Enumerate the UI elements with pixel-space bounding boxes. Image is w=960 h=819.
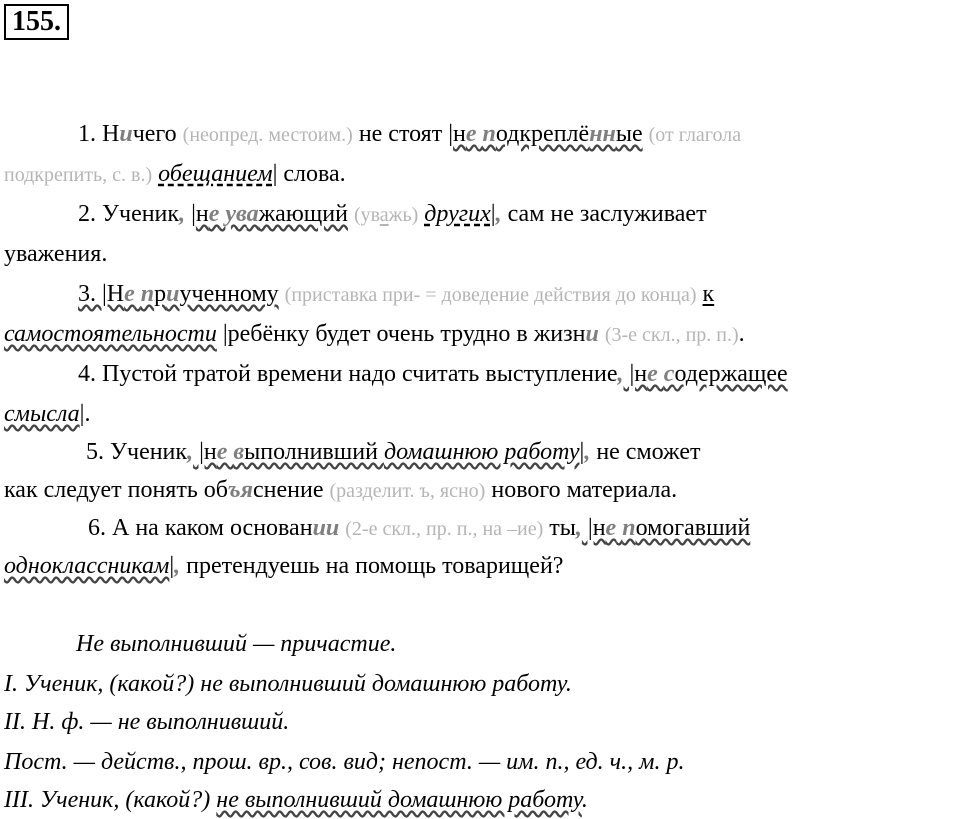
orthogram-letter: е bbox=[647, 361, 658, 387]
orthogram-letter: п bbox=[622, 515, 636, 541]
orthogram-letter: е bbox=[465, 121, 477, 147]
text: одержащее bbox=[674, 361, 788, 387]
comma: , bbox=[584, 439, 591, 465]
orthogram-letter: в bbox=[233, 439, 245, 465]
text: одкреплё bbox=[495, 121, 590, 147]
text: жающий bbox=[258, 201, 348, 227]
object-word: других bbox=[424, 201, 491, 227]
s2-line1 bbox=[78, 200, 707, 229]
text: 2. Ученик bbox=[78, 201, 180, 227]
text: | bbox=[169, 553, 175, 579]
participle-wavy bbox=[453, 121, 643, 147]
s3-line2 bbox=[4, 320, 745, 349]
participle-wavy bbox=[78, 281, 279, 307]
text: 1. Н bbox=[78, 121, 120, 147]
orthogram-letter: ув bbox=[225, 201, 247, 227]
comma: , bbox=[179, 201, 186, 227]
text: уважения. bbox=[4, 241, 108, 267]
text: III. Ученик, (какой?) bbox=[4, 787, 217, 813]
grammar-note: (от глагола bbox=[648, 124, 742, 146]
analysis-line-4 bbox=[4, 786, 588, 814]
s5-line1 bbox=[86, 438, 700, 466]
text: омогавший bbox=[635, 515, 751, 541]
orthogram-letter: нн bbox=[589, 121, 616, 147]
orthogram-letter: е bbox=[208, 201, 220, 227]
text: чего bbox=[132, 121, 183, 147]
comma: , bbox=[575, 515, 582, 541]
text: . bbox=[738, 321, 745, 347]
grammar-note: (приставка при- = доведение действия до конца) bbox=[284, 284, 697, 306]
text: ты bbox=[543, 515, 576, 541]
comma: , bbox=[617, 361, 624, 387]
participle-wavy bbox=[623, 361, 787, 387]
text: | слова. bbox=[272, 161, 346, 187]
orthogram-letter: ъя bbox=[227, 477, 253, 503]
object-word: обещанием bbox=[158, 161, 273, 187]
text: 4. Пустой тратой времени надо считать выступление bbox=[78, 361, 618, 387]
text: снение bbox=[253, 477, 330, 503]
orthogram-letter: и bbox=[166, 281, 180, 307]
text: нового материала. bbox=[485, 477, 678, 503]
orthogram-letter: п bbox=[482, 121, 496, 147]
grammar-note bbox=[354, 204, 418, 226]
s6-line1 bbox=[88, 514, 750, 543]
participle-wavy bbox=[582, 515, 750, 541]
text: претендуешь на помощь товарищей? bbox=[180, 553, 564, 579]
text: н bbox=[453, 121, 466, 147]
comma: , bbox=[187, 439, 194, 465]
grammar-note: подкрепить, с. в.) bbox=[4, 164, 153, 186]
orthogram-letter: е bbox=[124, 281, 135, 307]
grammar-note: (3-е скл., пр. п.) bbox=[604, 324, 739, 346]
text: (ув bbox=[353, 204, 380, 226]
text: ученному bbox=[179, 281, 279, 307]
orthogram-letter: ии bbox=[312, 515, 340, 541]
orthogram-letter: с bbox=[663, 361, 675, 387]
analysis-line-1: I. Ученик, (какой?) не выполнивший домашнюю работу. bbox=[4, 671, 572, 697]
orthogram-letter: и bbox=[119, 121, 133, 147]
grammar-note: (разделит. ъ, ясно) bbox=[329, 480, 486, 502]
participle-wavy: не выполнивший домашнюю работу bbox=[216, 787, 582, 813]
text: | bbox=[579, 439, 585, 465]
exercise-number: 155. bbox=[4, 4, 69, 40]
text: ые bbox=[615, 121, 643, 147]
text: ыполнивший bbox=[244, 439, 384, 465]
s4-line2 bbox=[4, 400, 90, 428]
orthogram-letter: п bbox=[140, 281, 155, 307]
text: не стоят | bbox=[352, 121, 454, 147]
s2-line2 bbox=[4, 240, 107, 268]
text: |н bbox=[581, 515, 606, 541]
comma: , bbox=[174, 553, 181, 579]
s1-line2 bbox=[4, 160, 346, 189]
text: |ребёнку будет очень трудно в жизн bbox=[216, 321, 586, 347]
text: |н bbox=[623, 361, 648, 387]
text: 3. |Н bbox=[78, 281, 125, 307]
object-word: одноклассникам bbox=[4, 553, 170, 579]
text: а bbox=[379, 204, 389, 226]
text: жь) bbox=[388, 204, 419, 226]
text: |. bbox=[79, 401, 91, 427]
s4-line1 bbox=[78, 360, 788, 388]
text: н bbox=[195, 201, 209, 227]
participle-wavy bbox=[193, 439, 579, 465]
s5-line2 bbox=[4, 476, 677, 505]
s6-line2 bbox=[4, 552, 563, 580]
text: р bbox=[154, 281, 167, 307]
text: 6. А на каком основан bbox=[88, 515, 313, 541]
text: к bbox=[702, 281, 715, 307]
orthogram-letter: а bbox=[246, 201, 259, 227]
text: |н bbox=[193, 439, 217, 465]
text: не сможет bbox=[590, 439, 701, 465]
text: сам не заслуживает bbox=[501, 201, 707, 227]
text: как следует понять об bbox=[4, 477, 228, 503]
analysis-line-2: II. Н. ф. — не выполнивший. bbox=[4, 709, 290, 735]
analysis-line-3: Пост. — действ., прош. вр., сов. вид; непост. — им. п., ед. ч., м. р. bbox=[4, 749, 685, 775]
participle-wavy bbox=[196, 201, 348, 227]
orthogram-letter: и bbox=[585, 321, 599, 347]
grammar-note: (2-е скл., пр. п., на –ие) bbox=[345, 518, 544, 540]
text: . bbox=[581, 787, 588, 813]
object-word: домашнюю работу bbox=[383, 439, 580, 465]
grammar-note: (неопред. местоим.) bbox=[182, 124, 353, 146]
orthogram-letter: е bbox=[216, 439, 228, 465]
analysis-heading: Не выполнивший — причастие. bbox=[76, 631, 397, 657]
s1-line1 bbox=[78, 120, 741, 149]
object-word: смысла bbox=[4, 401, 80, 427]
text: | bbox=[185, 201, 196, 227]
text: | bbox=[490, 201, 496, 227]
s3-line1 bbox=[78, 280, 714, 309]
object-word: самостоятельности bbox=[4, 321, 217, 347]
text: 5. Ученик bbox=[86, 439, 188, 465]
comma: , bbox=[495, 201, 502, 227]
orthogram-letter: е bbox=[605, 515, 617, 541]
